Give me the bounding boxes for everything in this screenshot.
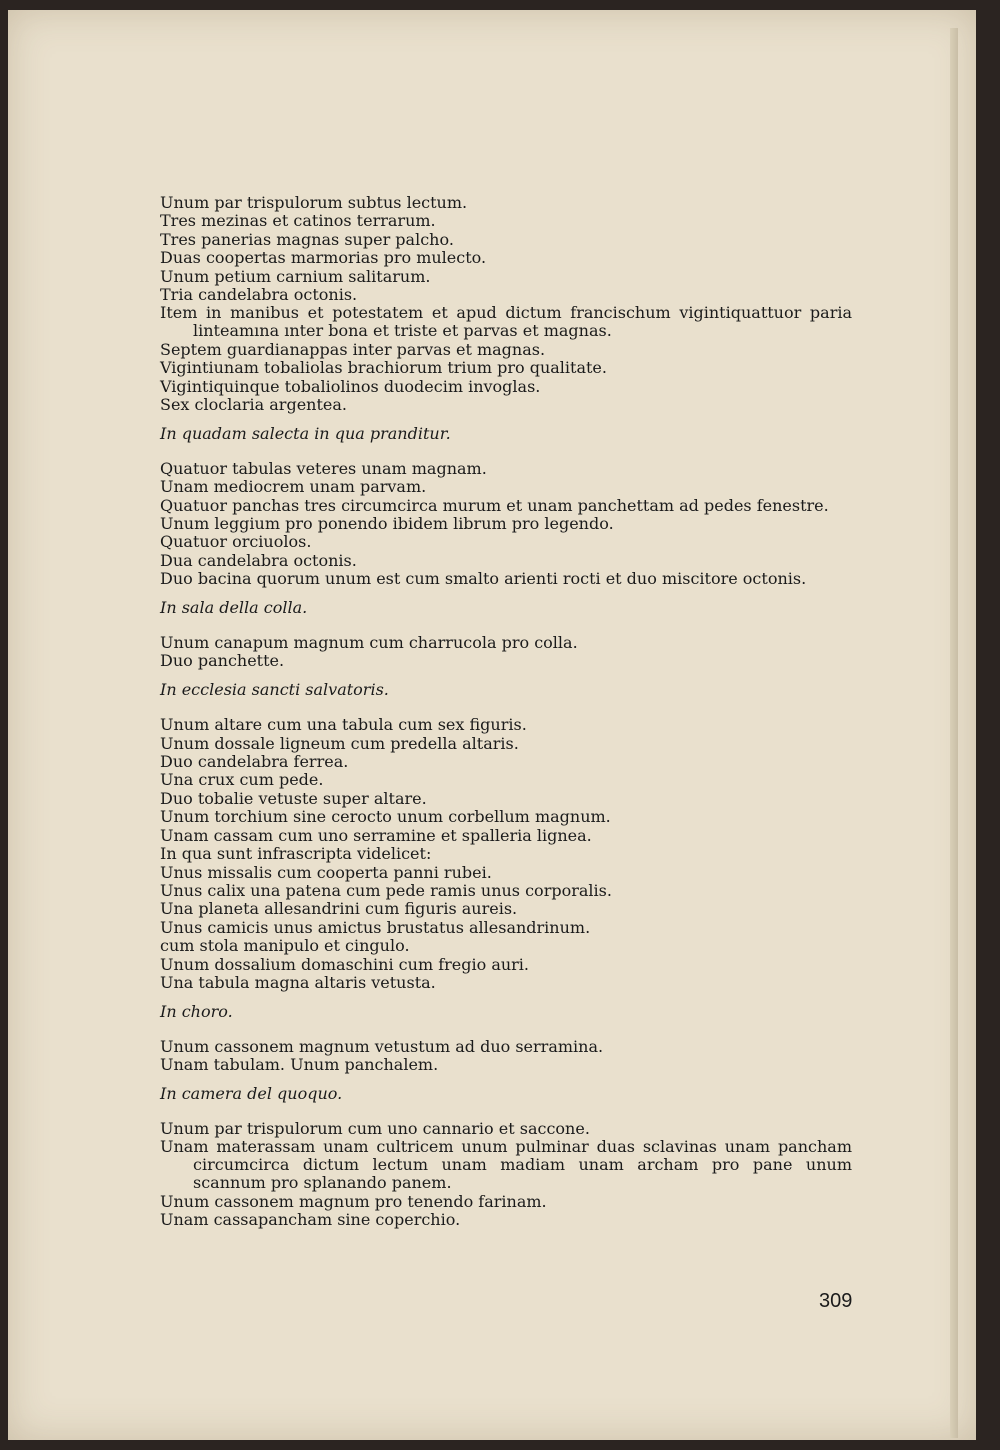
entry-line: Dua candelabra octonis. bbox=[160, 550, 357, 570]
section-choro bbox=[160, 1003, 852, 1074]
entry-line: Unum cassonem magnum pro tenendo farinam. bbox=[160, 1191, 547, 1211]
entry-line: Una tabula magna altaris vetusta. bbox=[160, 972, 436, 992]
entry-line: In qua sunt infrascripta videlicet: bbox=[160, 844, 432, 864]
entry-line: Unum altare cum una tabula cum sex figuris. bbox=[160, 715, 527, 735]
entry-line: Item in manibus et potestatem et apud dictum francischum vigintiquattuor paria linteamına ınter bona et triste et parvas et magnas. bbox=[160, 303, 852, 341]
section-heading: In quadam salecta in qua pranditur. bbox=[160, 423, 451, 443]
entry-line: Unus camicis unus amictus brustatus allesandrinum. bbox=[160, 917, 591, 937]
entry-line: Unum cassonem magnum vetustum ad duo serramina. bbox=[160, 1036, 604, 1056]
entry-line: Unam cassapancham sine coperchio. bbox=[160, 1210, 461, 1229]
entry-line: Una planeta allesandrini cum figuris aureis. bbox=[160, 899, 518, 919]
entry-line: Quatuor tabulas veteres unam magnam. bbox=[160, 458, 487, 478]
entry-line: Unam tabulam. Unum panchalem. bbox=[160, 1055, 439, 1075]
section-heading: In sala della colla. bbox=[160, 598, 308, 618]
entry-line: Tres panerias magnas super palcho. bbox=[160, 229, 454, 249]
section-camera-quoquo bbox=[160, 1085, 852, 1229]
entry-line: Quatuor panchas tres circumcirca murum et unam panchettam ad pedes fenestre. bbox=[160, 495, 829, 515]
entry-line: Una crux cum pede. bbox=[160, 770, 324, 790]
entry-line: cum stola manipulo et cingulo. bbox=[160, 936, 410, 956]
section-sala-colla bbox=[160, 599, 852, 670]
entry-line: Septem guardianappas inter parvas et magnas. bbox=[160, 339, 546, 359]
inventory-text bbox=[160, 194, 852, 1229]
entry-line: Tria candelabra octonis. bbox=[160, 285, 358, 305]
entry-line: Tres mezinas et catinos terrarum. bbox=[160, 211, 436, 231]
intro-section bbox=[160, 194, 852, 414]
entry-line: Unum torchium sine cerocto unum corbellum magnum. bbox=[160, 807, 611, 827]
page-edge bbox=[950, 28, 958, 1438]
entry-line: Unam mediocrem unam parvam. bbox=[160, 477, 427, 497]
entry-line: Duas coopertas marmorias pro mulecto. bbox=[160, 248, 487, 268]
entry-line: Duo bacina quorum unum est cum smalto arienti rocti et duo miscitore octonis. bbox=[160, 569, 807, 589]
section-heading: In ecclesia sancti salvatoris. bbox=[160, 680, 389, 700]
entry-line: Unum canapum magnum cum charrucola pro colla. bbox=[160, 633, 578, 653]
section-heading: In camera del quoquo. bbox=[160, 1084, 343, 1104]
entry-line: Unum leggium pro ponendo ibidem librum pro legendo. bbox=[160, 514, 614, 533]
entry-line: Unum dossalium domaschini cum fregio auri. bbox=[160, 954, 530, 974]
section-salecta bbox=[160, 425, 852, 588]
entry-line: Duo candelabra ferrea. bbox=[160, 752, 349, 772]
entry-line: Quatuor orciuolos. bbox=[160, 532, 312, 552]
entry-line: Vigintiunam tobaliolas brachiorum trium pro qualitate. bbox=[160, 358, 607, 378]
entry-line: Vigintiquinque tobaliolinos duodecim invoglas. bbox=[160, 376, 541, 396]
entry-line: Sex cloclaria argentea. bbox=[160, 394, 347, 414]
entry-line: Unum par trispulorum subtus lectum. bbox=[160, 193, 468, 212]
entry-line: Duo panchette. bbox=[160, 651, 285, 671]
entry-line: Unum par trispulorum cum uno cannario et saccone. bbox=[160, 1118, 590, 1138]
section-heading: In choro. bbox=[160, 1001, 233, 1021]
entry-line: Unam cassam cum uno serramine et spalleria lignea. bbox=[160, 825, 592, 845]
entry-line: Unus calix una patena cum pede ramis unus corporalis. bbox=[160, 880, 612, 900]
section-ecclesia bbox=[160, 681, 852, 992]
entry-line: Unum dossale ligneum cum predella altaris. bbox=[160, 733, 519, 753]
entry-line: Unus missalis cum cooperta panni rubei. bbox=[160, 862, 492, 882]
entry-line: Unum petium carnium salitarum. bbox=[160, 266, 431, 286]
entry-line: Duo tobalie vetuste super altare. bbox=[160, 788, 427, 808]
page-number: 309 bbox=[819, 1290, 853, 1312]
entry-line: Unam materassam unam cultricem unum pulminar duas sclavinas unam pancham circumcirca dictum lectum unam madiam unam archam pro pane unum scannum pro splanando panem. bbox=[160, 1137, 852, 1193]
